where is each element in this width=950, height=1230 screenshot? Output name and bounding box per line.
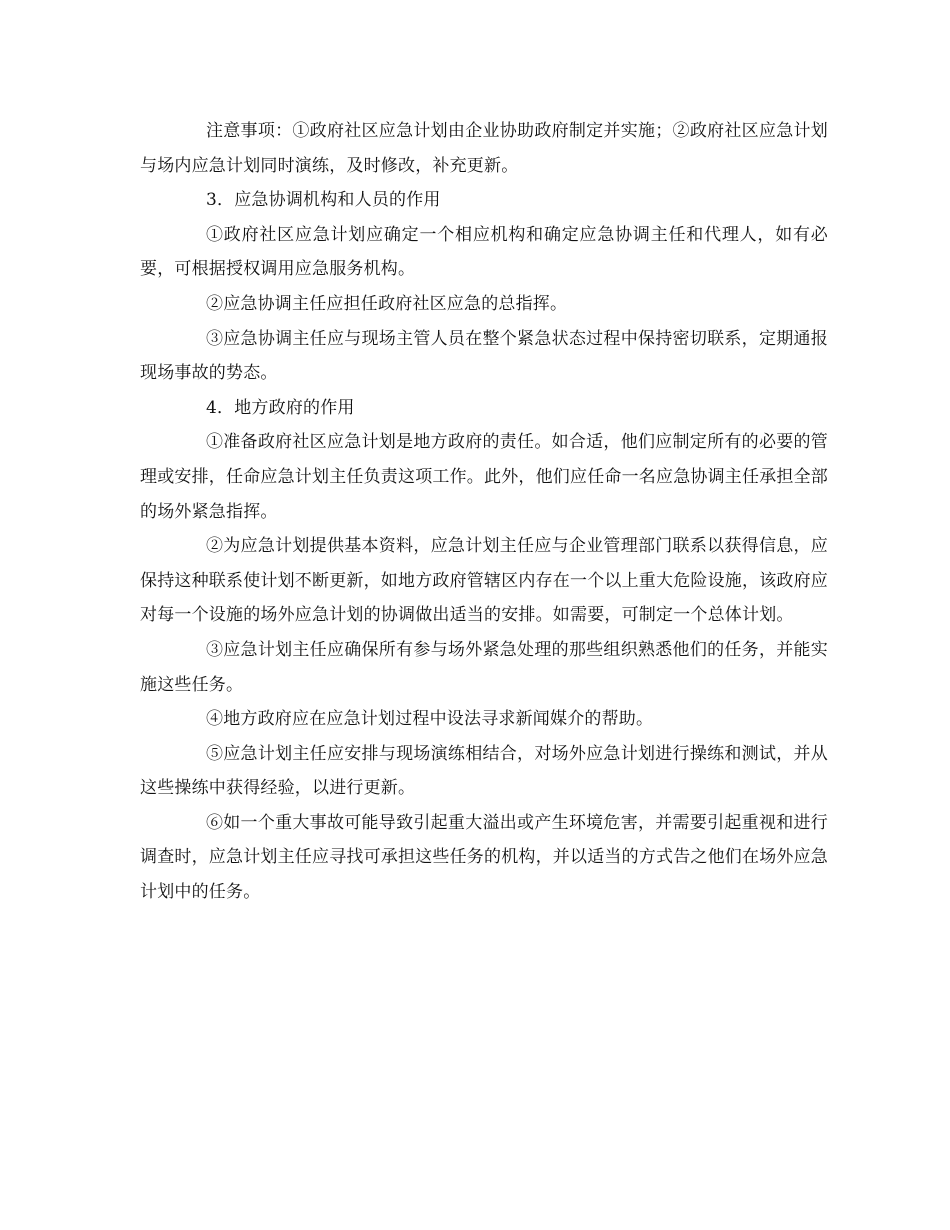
paragraph-4-4: ④地方政府应在应急计划过程中设法寻求新闻媒介的帮助。 <box>206 709 654 730</box>
paragraph-3-3: ③应急协调主任应与现场主管人员在整个紧急状态过程中保持密切联系，定期通报现场事故的势态。 <box>140 328 828 384</box>
paragraph-3-1: ①政府社区应急计划应确定一个相应机构和确定应急协调主任和代理人，如有必要，可根据授权调用应急服务机构。 <box>140 224 828 280</box>
paragraph-4-6: ⑥如一个重大事故可能导致引起重大溢出或产生环境危害，并需要引起重视和进行调查时，应急计划主任应寻找可承担这些任务的机构，并以适当的方式告之他们在场外应急计划中的任务。 <box>140 812 828 903</box>
paragraph-notes: 注意事项：①政府社区应急计划由企业协助政府制定并实施；②政府社区应急计划与场内应急计划同时演练，及时修改，补充更新。 <box>140 121 828 176</box>
paragraph-4-2: ②为应急计划提供基本资料，应急计划主任应与企业管理部门联系以获得信息，应保持这种联系使计划不断更新，如地方政府管辖区内存在一个以上重大危险设施，该政府应对每一个设施的场外应急计划的协调做出适当的安排。如需要，可制定一个总体计划。 <box>140 536 828 626</box>
section-heading-4: 4．地方政府的作用 <box>206 397 355 418</box>
document-body <box>140 114 828 910</box>
paragraph-3-2: ②应急协调主任应担任政府社区应急的总指挥。 <box>206 293 568 314</box>
paragraph-4-1: ①准备政府社区应急计划是地方政府的责任。如合适，他们应制定所有的必要的管理或安排，任命应急计划主任负责这项工作。此外，他们应任命一名应急协调主任承担全部的场外紧急指挥。 <box>140 432 828 522</box>
paragraph-4-5: ⑤应急计划主任应安排与现场演练相结合，对场外应急计划进行操练和测试，并从这些操练中获得经验，以进行更新。 <box>140 743 828 799</box>
section-heading-3: 3．应急协调机构和人员的作用 <box>206 190 441 211</box>
paragraph-4-3: ③应急计划主任应确保所有参与场外紧急处理的那些组织熟悉他们的任务，并能实施这些任务。 <box>140 639 828 695</box>
